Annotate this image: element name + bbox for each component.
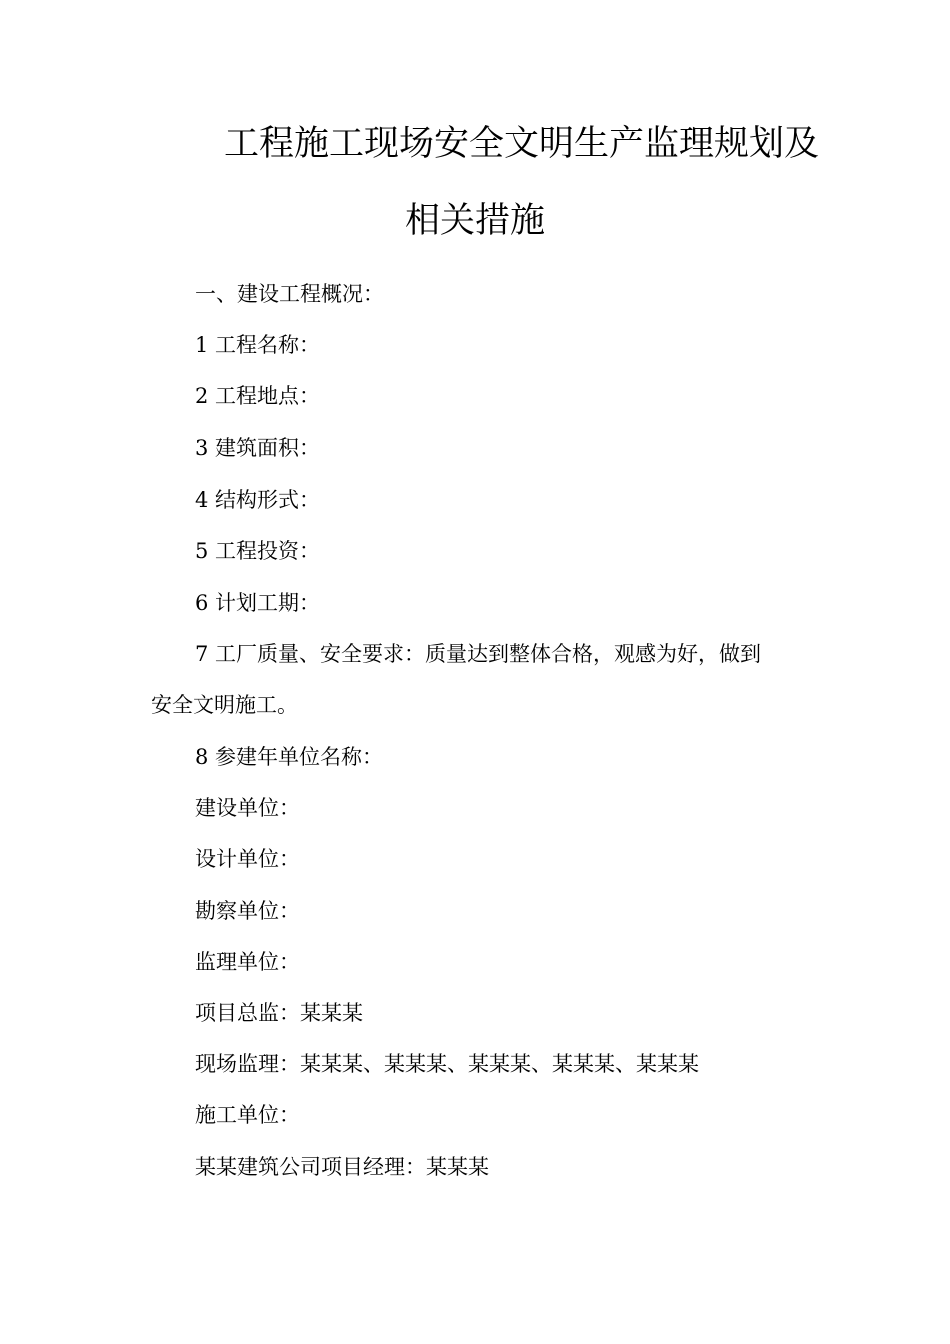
unit-supervisor: 监理单位： xyxy=(195,950,300,974)
unit-surveyor: 勘察单位： xyxy=(195,899,300,923)
unit-owner: 建设单位： xyxy=(195,796,300,820)
item-quality-requirement: 7 工厂质量、安全要求：质量达到整体合格，观感为好，做到 xyxy=(195,642,762,666)
item-project-name: 1 工程名称： xyxy=(195,333,321,357)
item-schedule: 6 计划工期： xyxy=(195,591,321,615)
item-participating-units: 8 参建年单位名称： xyxy=(195,745,384,769)
unit-contractor: 施工单位： xyxy=(195,1103,300,1127)
site-supervisors: 现场监理：某某某、某某某、某某某、某某某、某某某 xyxy=(195,1052,699,1076)
document-title-line-2: 相关措施 xyxy=(404,201,545,241)
contractor-project-manager: 某某建筑公司项目经理：某某某 xyxy=(195,1155,489,1179)
section-heading: 一、建设工程概况： xyxy=(195,282,384,306)
item-investment: 5 工程投资： xyxy=(195,539,321,563)
document-title-line-1: 工程施工现场安全文明生产监理规划及 xyxy=(224,124,820,164)
item-quality-requirement-continued: 安全文明施工。 xyxy=(151,693,298,717)
item-structure-type: 4 结构形式： xyxy=(195,488,321,512)
item-project-location: 2 工程地点： xyxy=(195,384,321,408)
item-building-area: 3 建筑面积： xyxy=(195,436,321,460)
unit-designer: 设计单位： xyxy=(195,847,300,871)
chief-supervisor: 项目总监：某某某 xyxy=(195,1001,363,1025)
